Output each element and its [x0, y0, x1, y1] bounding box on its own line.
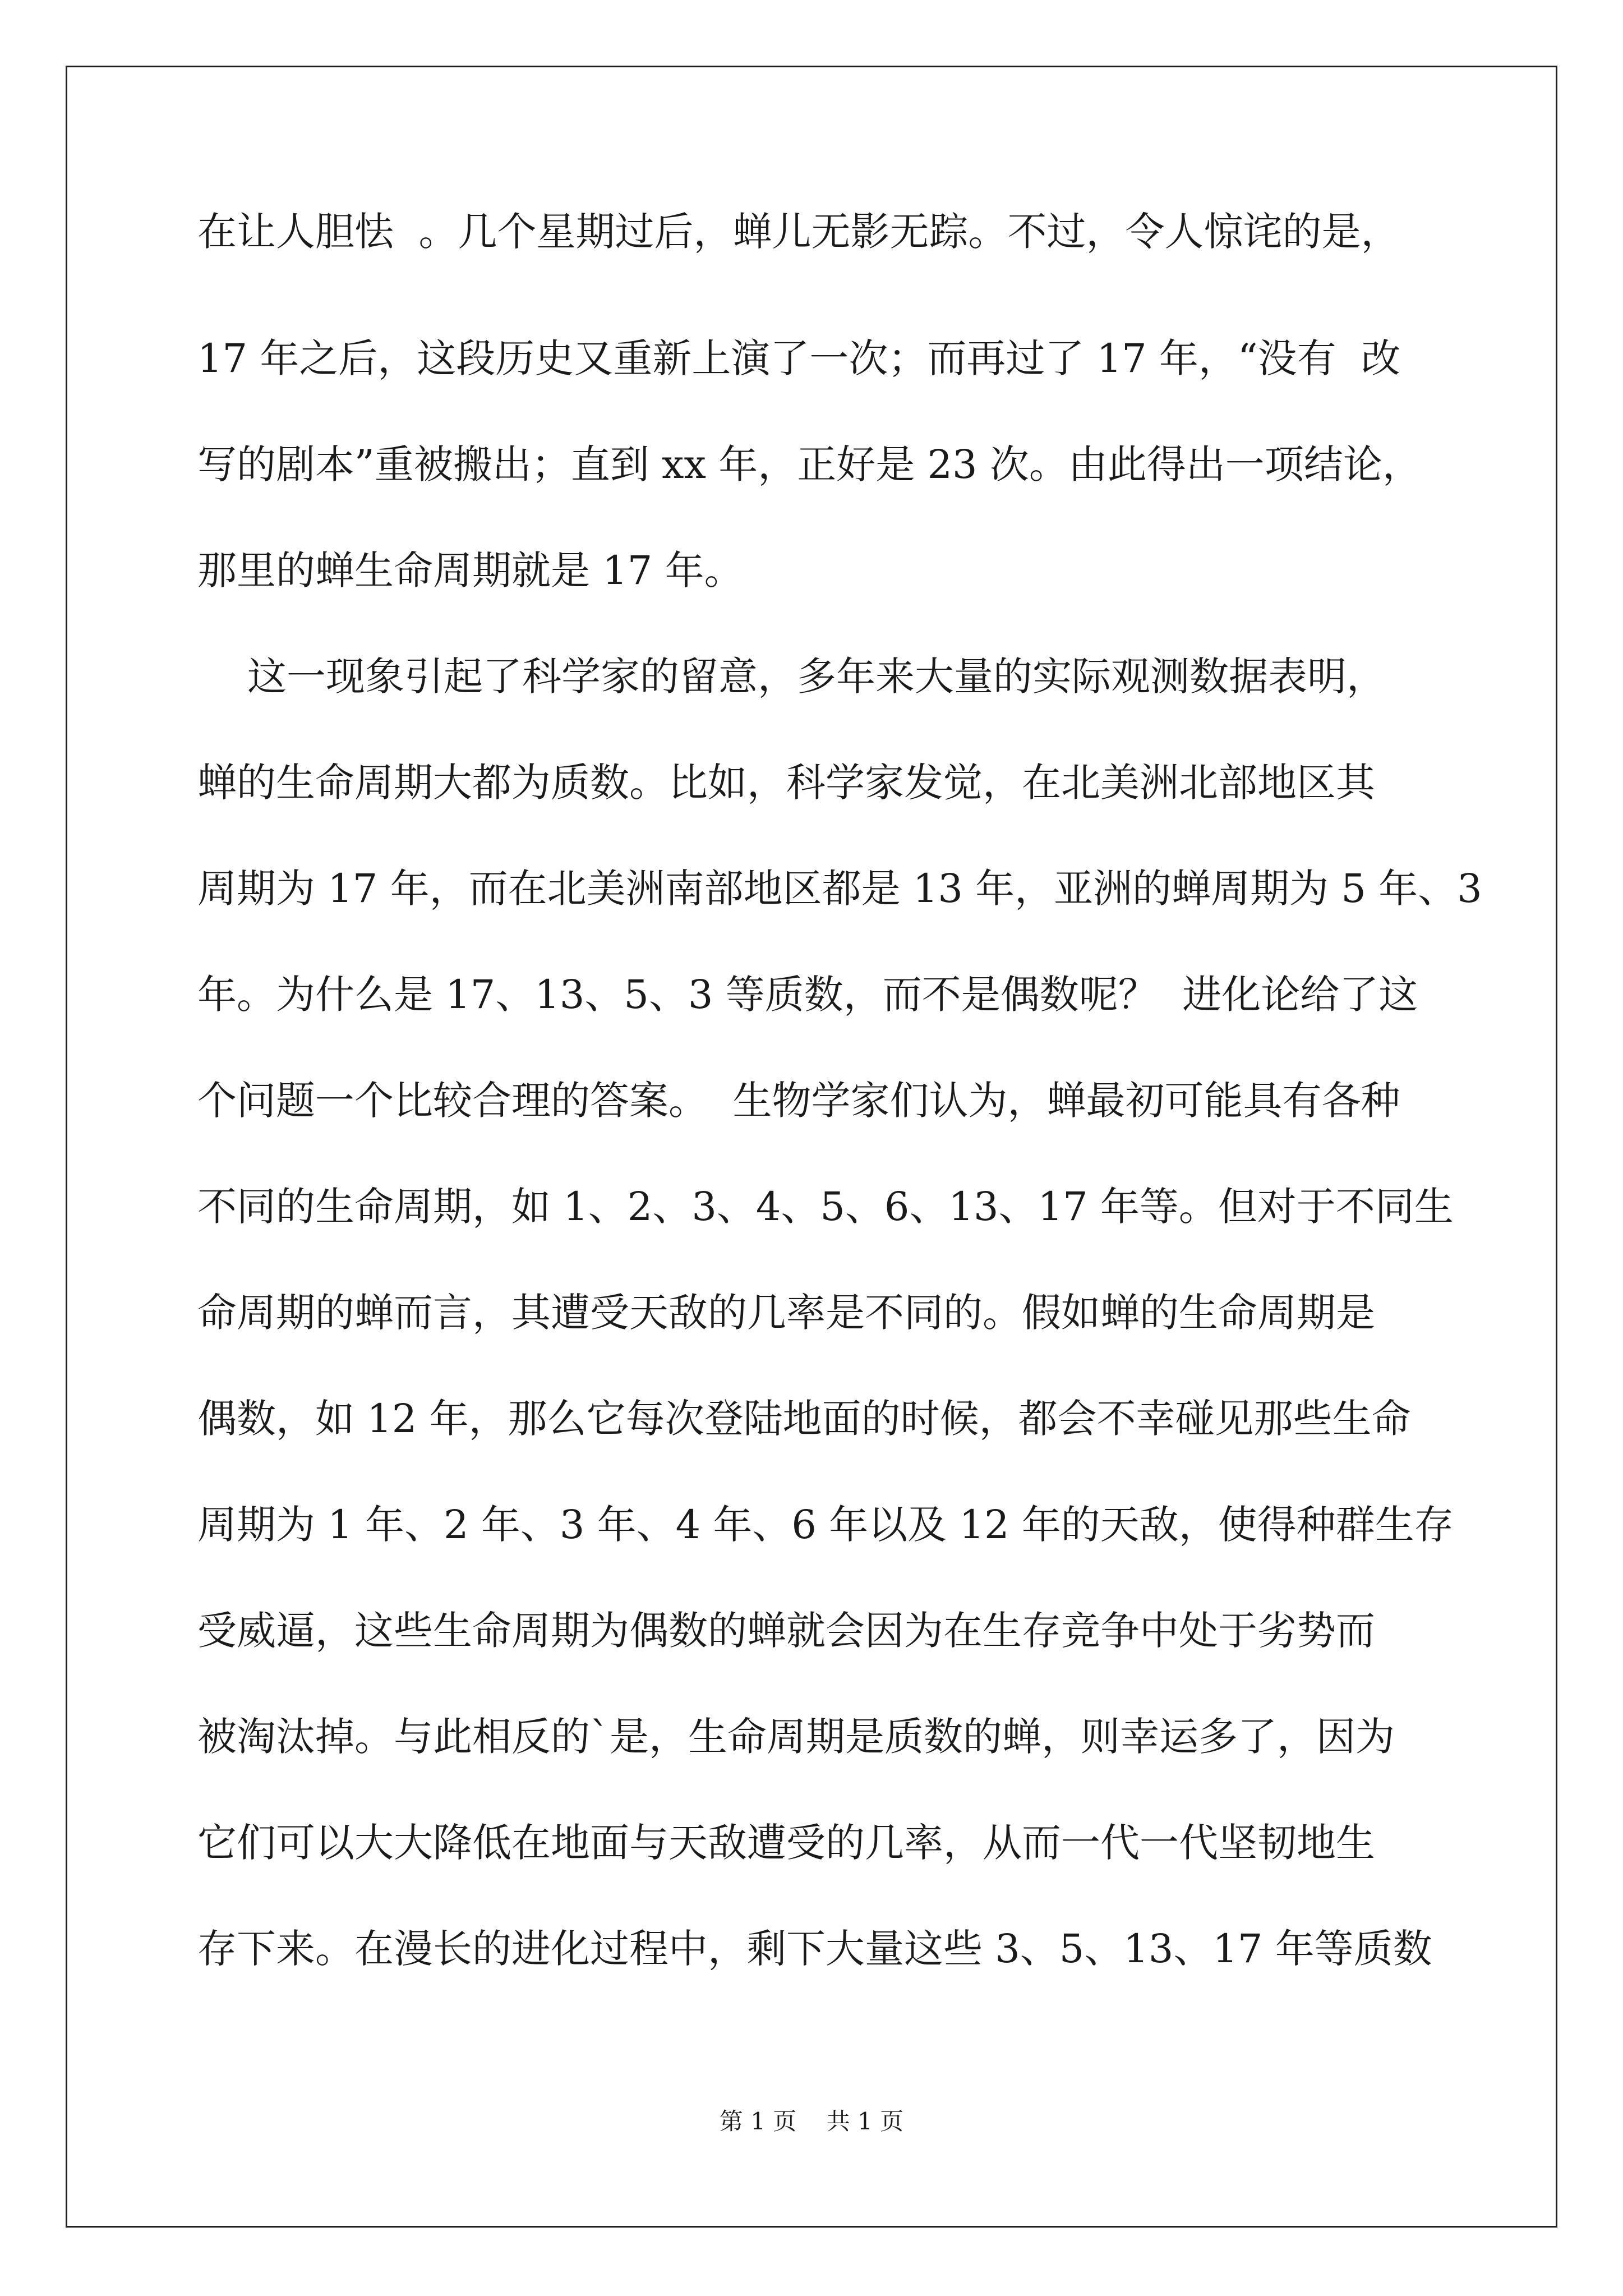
text-line: 年。为什么是 17、13、5、3 等质数，而不是偶数呢？ 进化论给了这	[197, 972, 1418, 1018]
page-footer: 第 1 页 共 1 页	[719, 2108, 904, 2135]
text-line: 写的剧本”重被搬出；直到 xx 年，正好是 23 次。由此得出一项结论，	[197, 441, 1422, 487]
page-border	[66, 66, 1557, 2228]
text-line: 受威逼，这些生命周期为偶数的蝉就会因为在生存竞争中处于劣势而	[197, 1608, 1375, 1654]
text-line: 存下来。在漫长的进化过程中，剩下大量这些 3、5、13、17 年等质数	[197, 1926, 1432, 1972]
text-line: 命周期的蝉而言，其遭受天敌的几率是不同的。假如蝉的生命周期是	[197, 1290, 1375, 1336]
text-line: 周期为 1 年、2 年、3 年、4 年、6 年以及 12 年的天敌，使得种群生存	[197, 1502, 1454, 1548]
text-line: 它们可以大大降低在地面与天敌遭受的几率，从而一代一代坚韧地生	[197, 1820, 1375, 1866]
text-line: 不同的生命周期，如 1、2、3、4、5、6、13、17 年等。但对于不同生	[197, 1184, 1454, 1230]
text-line: 在让人胆怯 。几个星期过后，蝉儿无影无踪。不过，令人惊诧的是，	[197, 209, 1400, 255]
text-line: 17 年之后，这段历史又重新上演了一次；而再过了 17 年，“没有 改	[197, 335, 1401, 381]
text-line: 蝉的生命周期大都为质数。比如，科学家发觉，在北美洲北部地区其	[197, 760, 1375, 806]
text-line: 个问题一个比较合理的答案。 生物学家们认为，蝉最初可能具有各种	[197, 1078, 1400, 1124]
text-line: 周期为 17 年，而在北美洲南部地区都是 13 年，亚洲的蝉周期为 5 年、3	[197, 866, 1482, 912]
text-line: 那里的蝉生命周期就是 17 年。	[197, 547, 744, 593]
text-line: 偶数，如 12 年，那么它每次登陆地面的时候，都会不幸碰见那些生命	[197, 1396, 1411, 1442]
text-line: 被淘汰掉。与此相反的`是，生命周期是质数的蝉，则幸运多了，因为	[197, 1714, 1395, 1760]
text-line: 这一现象引起了科学家的留意，多年来大量的实际观测数据表明，	[197, 654, 1386, 700]
